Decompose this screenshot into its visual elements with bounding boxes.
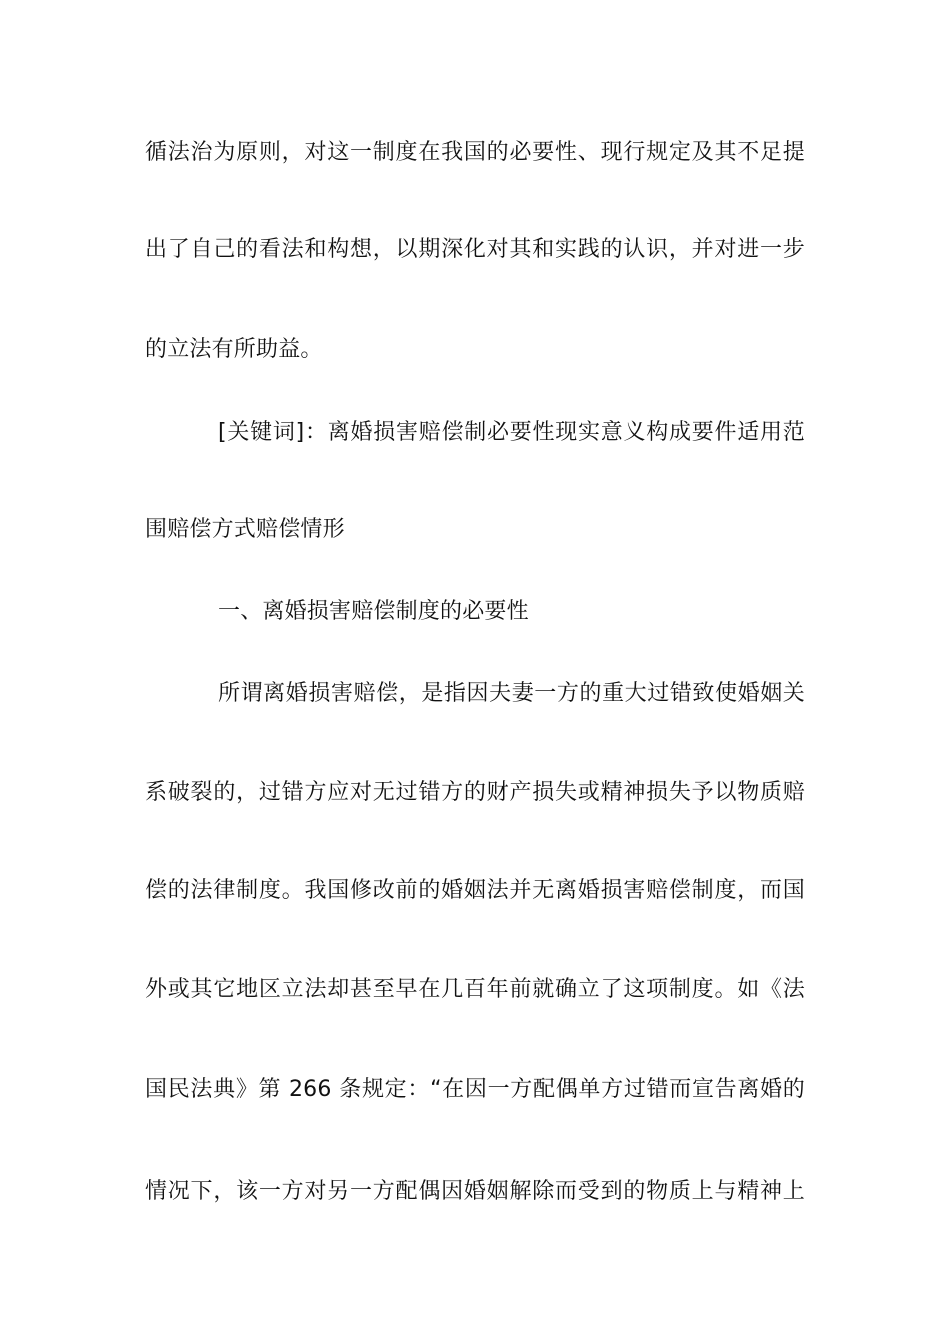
section-heading: 一、离婚损害赔偿制度的必要性 — [218, 599, 529, 624]
keywords-line: [关键词]：离婚损害赔偿制必要性现实意义构成要件适用范 — [218, 420, 805, 445]
keywords-continuation: 围赔偿方式赔偿情形 — [145, 517, 345, 542]
body-text-line: 所谓离婚损害赔偿，是指因夫妻一方的重大过错致使婚姻关 — [218, 681, 805, 706]
body-text-line: 外或其它地区立法却甚至早在几百年前就确立了这项制度。如《法 — [145, 977, 805, 1002]
body-text-line: 情况下，该一方对另一方配偶因婚姻解除而受到的物质上与精神上 — [145, 1179, 805, 1204]
body-text-line: 系破裂的，过错方应对无过错方的财产损失或精神损失予以物质赔 — [145, 780, 805, 805]
body-text-line: 国民法典》第 266 条规定：“在因一方配偶单方过错而宣告离婚的 — [145, 1077, 805, 1102]
body-text-line: 出了自己的看法和构想，以期深化对其和实践的认识，并对进一步 — [145, 237, 805, 262]
body-text-line: 偿的法律制度。我国修改前的婚姻法并无离婚损害赔偿制度，而国 — [145, 878, 805, 903]
body-text-line: 循法治为原则，对这一制度在我国的必要性、现行规定及其不足提 — [145, 140, 805, 165]
body-text-line: 的立法有所助益。 — [145, 337, 323, 362]
